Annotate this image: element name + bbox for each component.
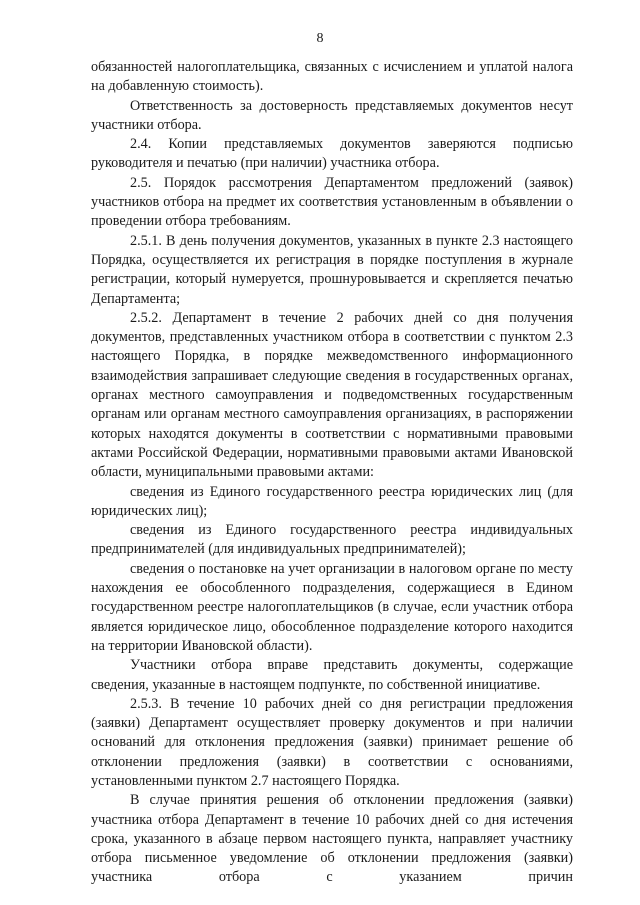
document-body — [91, 58, 573, 888]
paragraph: сведения из Единого государственного реестра юридических лиц (для юридических лиц); — [91, 483, 573, 519]
paragraph: сведения из Единого государственного реестра индивидуальных предпринимателей (для индивидуальных предпринимателей); — [91, 522, 573, 558]
page-number: 8 — [316, 31, 324, 46]
paragraph: 2.5.1. В день получения документов, указанных в пункте 2.3 настоящего Порядка, осуществляется их регистрация в порядке поступления в журнале регистрации, который нумеруется, прошнуровывается и скрепляется печатью Департамента; — [91, 232, 573, 307]
paragraph: 2.5.2. Департамент в течение 2 рабочих дней со дня получения документов, представленных участником отбора в соответствии с пунктом 2.3 настоящего Порядка, в порядке межведомственного информационного взаимодействия запрашивает следующие сведения в государственных органах, органах местного самоуправления и подведомственных государственным органам или органам местного самоуправления организациях, в распоряжении которых находятся документы в соответствии с нормативными правовыми актами Российской Федерации, нормативными правовыми актами Ивановской области, муниципальными правовыми актами: — [91, 309, 573, 481]
paragraph: обязанностей налогоплательщика, связанных с исчислением и уплатой налога на добавленную стоимость). — [91, 59, 573, 95]
paragraph: Участники отбора вправе представить документы, содержащие сведения, указанные в настоящем подпункте, по собственной инициативе. — [91, 657, 573, 693]
paragraph: 2.5.3. В течение 10 рабочих дней со дня регистрации предложения (заявки) Департамент осуществляет проверку документов и при наличии оснований для отклонения предложения (заявки) принимает решение об отклонении предложения (заявки) в соответствии с основаниями, установленными пунктом 2.7 настоящего Порядка. — [91, 695, 573, 789]
paragraph: 2.5. Порядок рассмотрения Департаментом предложений (заявок) участников отбора на предмет их соответствия установленным в объявлении о проведении отбора требованиям. — [91, 174, 573, 230]
paragraph: В случае принятия решения об отклонении предложения (заявки) участника отбора Департамент в течение 10 рабочих дней со дня истечения срока, указанного в абзаце первом настоящего пункта, направляет участнику отбора письменное уведомление об отклонении предложения (заявки) участника отбора с указанием причин — [91, 792, 573, 886]
paragraph: Ответственность за достоверность представляемых документов несут участники отбора. — [91, 97, 573, 133]
paragraph: 2.4. Копии представляемых документов заверяются подписью руководителя и печатью (при наличии) участника отбора. — [91, 136, 573, 172]
paragraph: сведения о постановке на учет организации в налоговом органе по месту нахождения ее обособленного подразделения, содержащиеся в Едином государственном реестре налогоплательщиков (в случае, если участник отбора является юридическое лицо, обособленное подразделение которого находится на территории Ивановской области). — [91, 560, 573, 654]
